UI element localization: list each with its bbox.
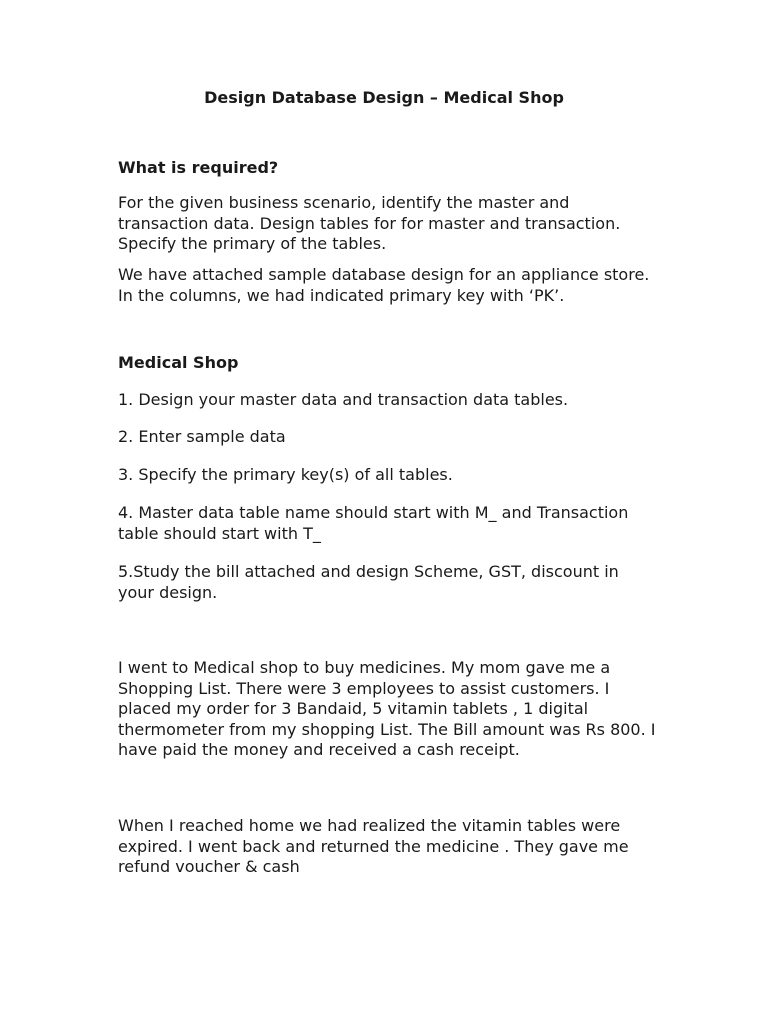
section-heading-required: What is required?: [118, 158, 279, 177]
list-item-1: 1. Design your master data and transaction data tables.: [118, 390, 569, 409]
document-title: Design Database Design – Medical Shop: [204, 88, 564, 107]
paragraph-story-purchase: I went to Medical shop to buy medicines. My mom gave me a Shopping List. There were 3 employees to assist customers. I placed my order for 3 Bandaid, 5 vitamin tablets , 1 digital thermometer from my shopping List. The Bill amount was Rs 800. I have paid the money and received a cash receipt.: [118, 658, 656, 759]
list-item-5: 5.Study the bill attached and design Scheme, GST, discount in your design.: [118, 562, 619, 602]
list-item-2: 2. Enter sample data: [118, 427, 286, 446]
list-item-4: 4. Master data table name should start with M_ and Transaction table should start with T_: [118, 503, 629, 543]
section-heading-medical-shop: Medical Shop: [118, 353, 239, 372]
paragraph-sample-design: We have attached sample database design for an appliance store. In the columns, we had indicated primary key with ‘PK’.: [118, 265, 650, 305]
paragraph-requirements: For the given business scenario, identify the master and transaction data. Design tables for for master and transaction. Specify the primary of the tables.: [118, 193, 621, 253]
paragraph-story-return: When I reached home we had realized the vitamin tables were expired. I went back and returned the medicine . They gave me refund voucher & cash: [118, 816, 629, 876]
list-item-3: 3. Specify the primary key(s) of all tables.: [118, 465, 453, 484]
